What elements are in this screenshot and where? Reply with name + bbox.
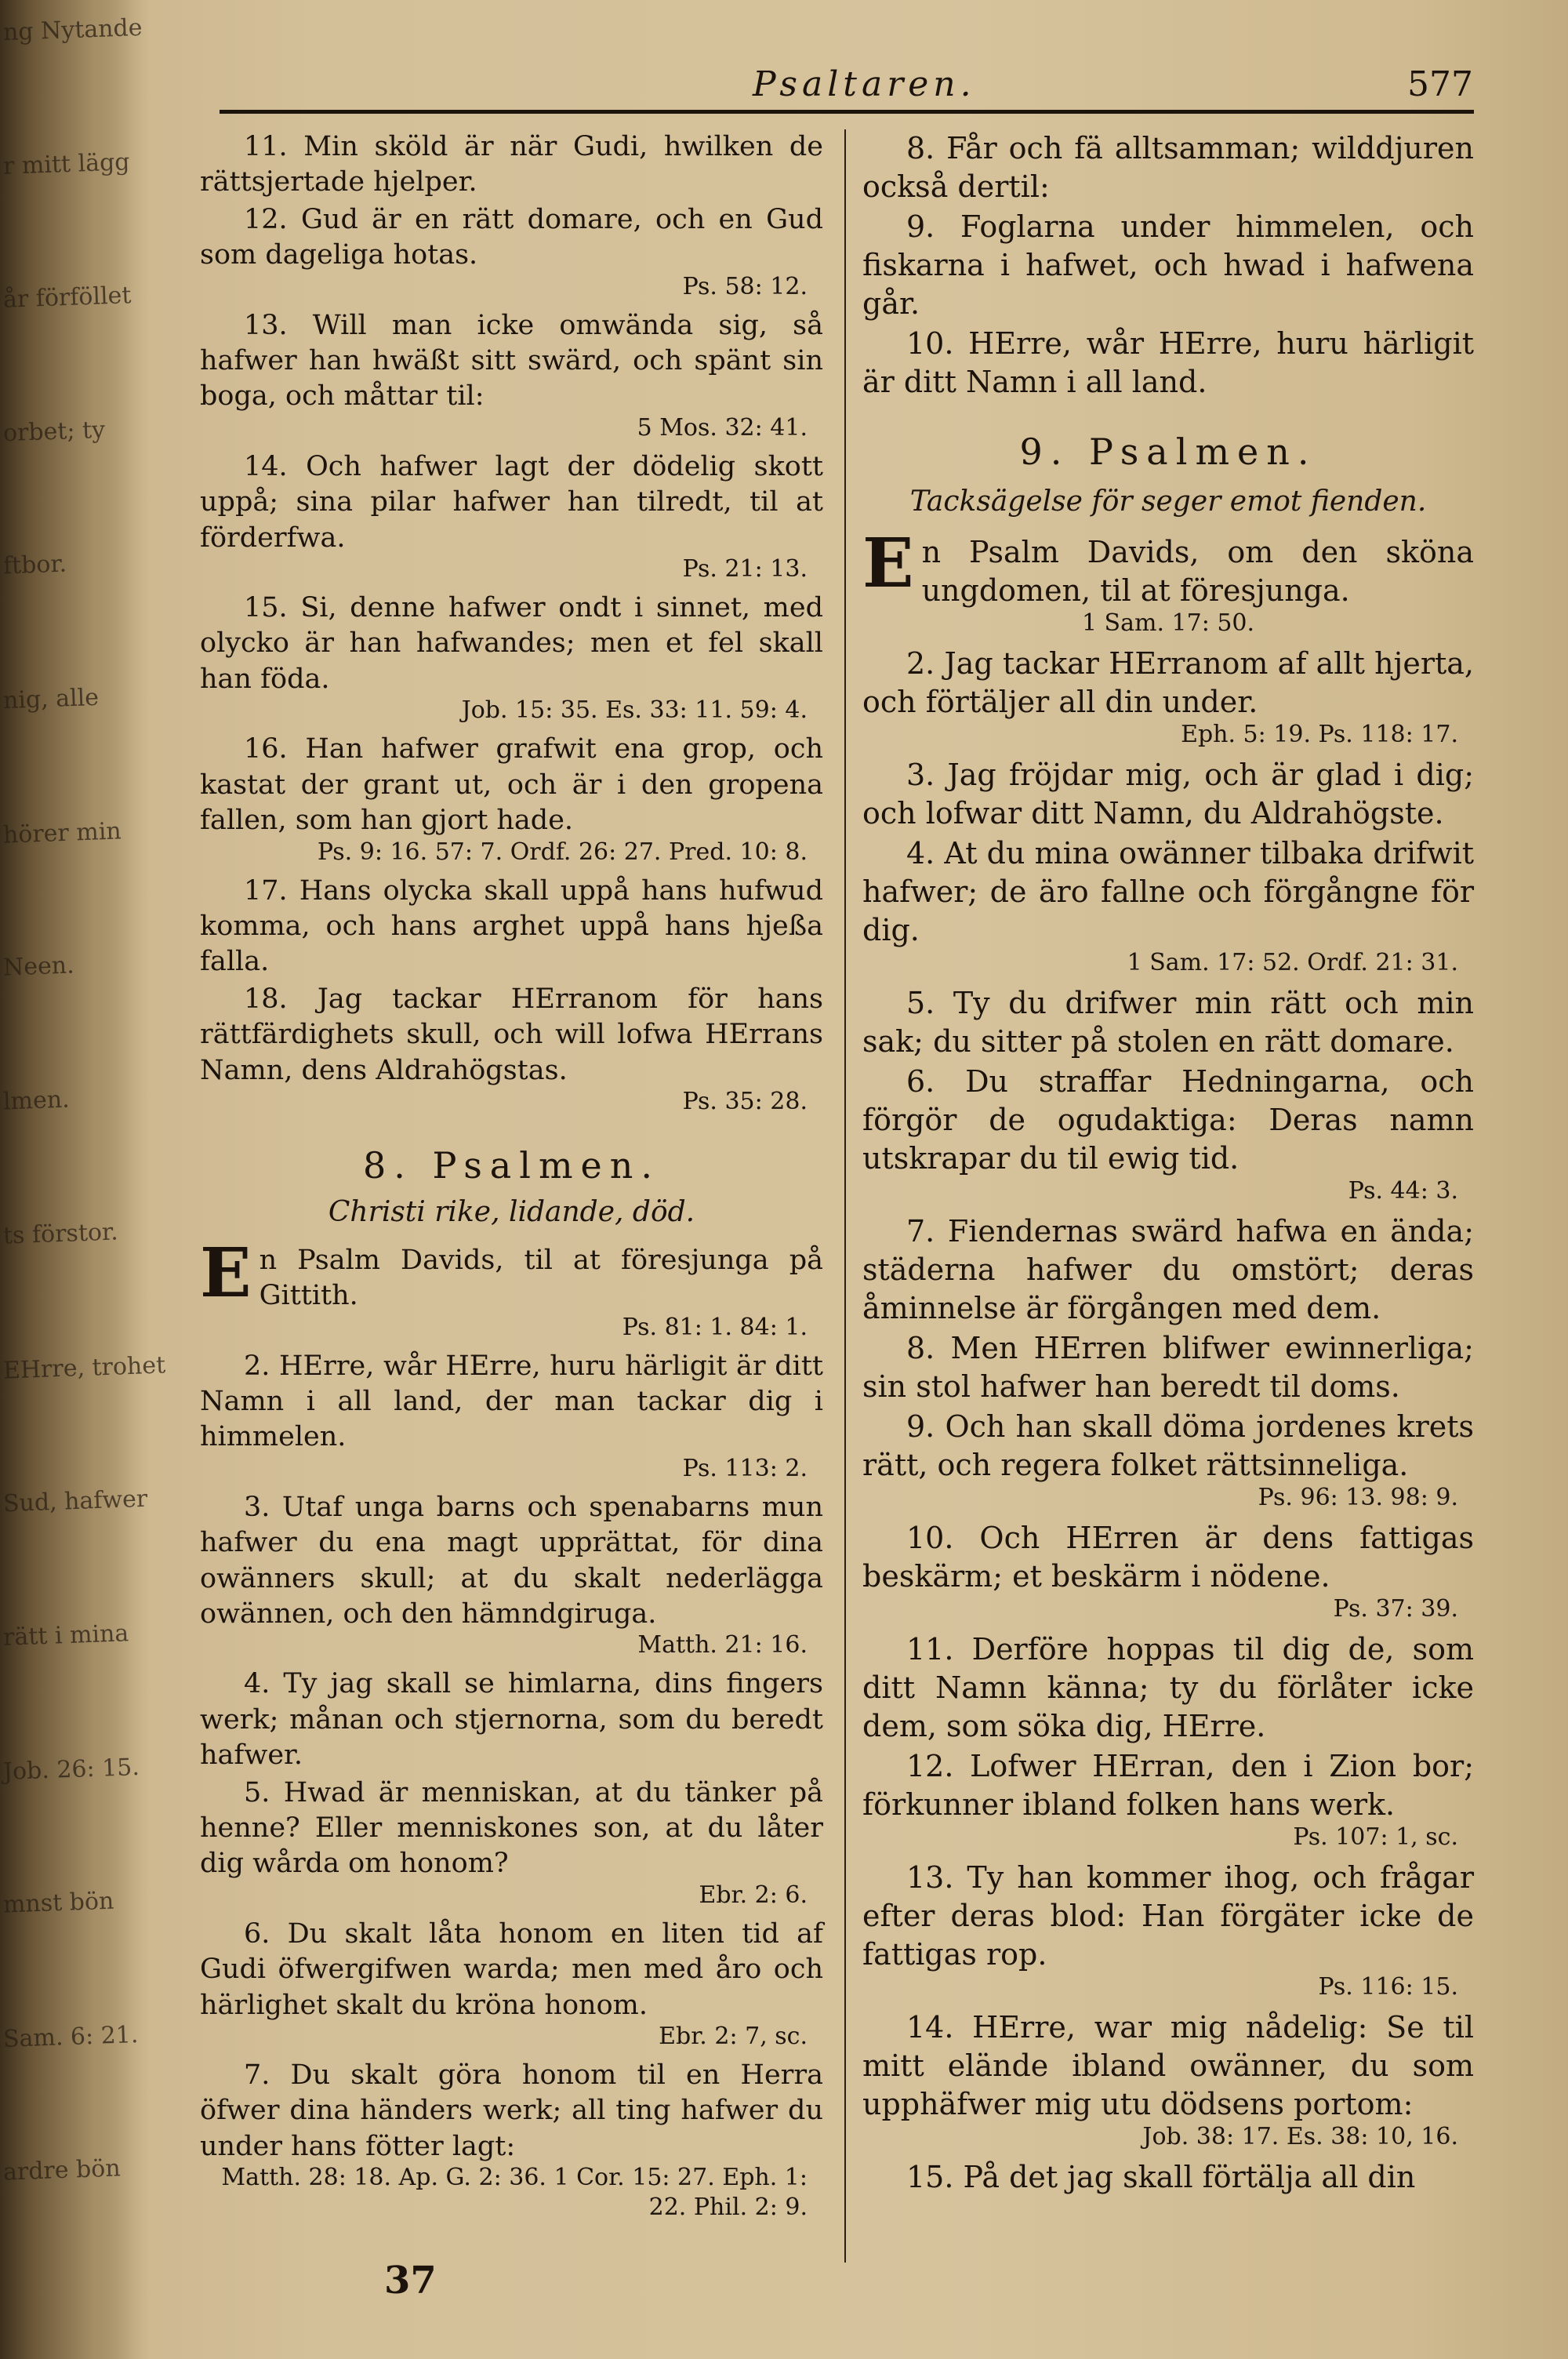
verse-reference: Ps. 37: 39. <box>1333 1595 1458 1623</box>
verse: 16. Han hafwer grafwit ena grop, och kastat der grant ut, och är i den gropena fallen, som han gjort hade. <box>200 733 823 837</box>
edge-text-fragment: rätt i mina <box>2 1619 129 1652</box>
verse-reference: Ebr. 2: 7, sc. <box>659 2023 808 2051</box>
psalm-intro-text: n Psalm Davids, til at föresjunga på Gittith. <box>259 1244 823 1312</box>
verse-reference: 1 Sam. 17: 50. <box>1081 609 1255 637</box>
edge-text-fragment: orbet; ty <box>2 416 106 448</box>
verse: 9. Foglarna under himmelen, och fiskarna i hafwet, och hwad i hafwena går. <box>862 209 1474 321</box>
drop-cap: E <box>862 524 914 603</box>
edge-text-fragment: ftbor. <box>2 550 67 580</box>
verse: 6. Du skalt låta honom en liten tid af Gudi öfwergifwen warda; men med åro och härlighet skalt du kröna honom. <box>200 1917 823 2021</box>
edge-text-fragment: EHrre, trohet <box>2 1351 166 1385</box>
verse: 3. Utaf unga barns och spenabarns mun hafwer du ena magt upprättat, för dina owänners skull; at du skalt nederlägga owännen, och den hämndgiruga. <box>200 1491 823 1630</box>
verse-list <box>862 129 1474 402</box>
verse-list <box>200 129 823 1117</box>
verse: 15. På det jag skall förtälja all din <box>906 2160 1416 2194</box>
verse-reference: Ps. 21: 13. <box>682 555 808 583</box>
verse: 4. At du mina owänner tilbaka drifwit hafwer; de äro fallne och förgångne för dig. <box>862 836 1474 947</box>
edge-text-fragment: år förföllet <box>2 282 132 314</box>
edge-text-fragment: hörer min <box>2 816 122 849</box>
verse: 10. Och HErren är dens fattigas beskärm; et beskärm i nödene. <box>862 1521 1474 1594</box>
adjacent-page-edge <box>0 0 166 2359</box>
verse: 7. Du skalt göra honom til en Herra öfwer dina händers werk; all ting hafwer du under hans fötter lagt: <box>200 2059 823 2162</box>
verse: 13. Ty han kommer ihog, och frågar efter deras blod: Han förgäter icke de fattigas rop. <box>862 1860 1474 1972</box>
edge-text-fragment: Sud, hafwer <box>2 1485 148 1518</box>
verse-reference: Ps. 116: 15. <box>1318 1973 1458 2001</box>
edge-text-fragment: ts förstor. <box>2 1218 119 1250</box>
psalm-intro <box>862 524 1474 610</box>
psalm-subtitle: Christi rike, lidande, död. <box>328 1196 695 1229</box>
page-number: 577 <box>1407 64 1473 104</box>
verse: 15. Si, denne hafwer ondt i sinnet, med olycko är han hafwandes; men et fel skall han föda. <box>200 592 823 695</box>
edge-text-fragment: Sam. 6: 21. <box>2 2020 139 2053</box>
verse: 9. Och han skall döma jordenes krets rätt, och regera folket rättsinneliga. <box>862 1409 1474 1482</box>
edge-text-fragment: nig, alle <box>2 683 100 715</box>
verse: 18. Jag tackar HErranom för hans rättfärdighets skull, och will lofwa HErrans Namn, dens Aldrahögstas. <box>200 983 823 1086</box>
printer-signature: 37 <box>384 2259 437 2303</box>
left-column <box>200 129 823 2229</box>
psalm-heading: 9. Psalmen. <box>1019 431 1317 473</box>
verse-reference: Eph. 5: 19. Ps. 118: 17. <box>1181 721 1458 748</box>
verse: 2. HErre, wår HErre, huru härligit är ditt Namn i all land, der man tackar dig i himmelen. <box>200 1350 823 1453</box>
drop-cap: E <box>200 1233 252 1313</box>
verse-reference: 5 Mos. 32: 41. <box>637 413 808 442</box>
psalm-intro <box>200 1233 823 1314</box>
edge-text-fragment: Job. 26: 15. <box>2 1753 140 1786</box>
verse: 12. Gud är en rätt domare, och en Gud som dageliga hotas. <box>200 203 823 271</box>
psalm-subtitle: Tacksägelse för seger emot fienden. <box>909 485 1427 518</box>
edge-text-fragment: Neen. <box>2 951 75 982</box>
verse-reference: Matth. 21: 16. <box>637 1631 808 1659</box>
column-divider <box>844 129 846 2263</box>
verse: 5. Hwad är menniskan, at du tänker på henne? Eller menniskones son, at du låter dig wårda om honom? <box>200 1776 823 1880</box>
verse-reference: Ps. 9: 16. 57: 7. Ordf. 26: 27. Pred. 10: 8. <box>317 838 808 866</box>
verse: 5. Ty du drifwer min rätt och min sak; du sitter på stolen en rätt domare. <box>862 986 1474 1059</box>
verse-reference: 1 Sam. 17: 52. Ordf. 21: 31. <box>1127 949 1458 976</box>
verse: 4. Ty jag skall se himlarna, dins fingers werk; månan och stjernorna, som du beredt hafwer. <box>200 1668 823 1772</box>
verse-reference: Ebr. 2: 6. <box>699 1881 808 1909</box>
verse-reference: Ps. 107: 1, sc. <box>1293 1823 1458 1851</box>
verse: 10. HErre, wår HErre, huru härligit är ditt Namn i all land. <box>862 326 1474 399</box>
verse: 2. Jag tackar HErranom af allt hjerta, och förtäljer all din under. <box>862 646 1474 719</box>
running-title: Psaltaren. <box>753 64 976 104</box>
verse-list <box>862 645 1474 2197</box>
edge-text-fragment: r mitt lägg <box>2 147 131 180</box>
verse-reference: Job. 38: 17. Es. 38: 10, 16. <box>1142 2123 1458 2150</box>
edge-text-fragment: mnst bön <box>2 1887 114 1919</box>
verse: 8. Men HErren blifwer ewinnerliga; sin stol hafwer han beredt til doms. <box>862 1331 1474 1404</box>
verse-reference: Ps. 44: 3. <box>1348 1177 1458 1205</box>
verse-reference: Matth. 28: 18. Ap. G. 2: 36. 1 Cor. 15: 27. Eph. 1: 22. Phil. 2: 9. <box>221 2164 808 2222</box>
verse: 17. Hans olycka skall uppå hans hufwud komma, och hans arghet uppå hans hjeßa falla. <box>200 874 823 978</box>
verse-reference: Job. 15: 35. Es. 33: 11. 59: 4. <box>461 696 808 725</box>
verse: 14. Och hafwer lagt der dödelig skott uppå; sina pilar hafwer han tilredt, til at förderfwa. <box>200 450 823 554</box>
verse-reference: Ps. 58: 12. <box>682 272 808 300</box>
verse: 13. Will man icke omwända sig, så hafwer han hwäßt sitt swärd, och spänt sin boga, och måttar til: <box>200 309 823 413</box>
verse: 3. Jag fröjdar mig, och är glad i dig; och lofwar ditt Namn, du Aldrahögste. <box>862 758 1474 831</box>
verse: 11. Min sköld är när Gudi, hwilken de rättsjertade hjelper. <box>200 131 823 198</box>
verse: 14. HErre, war mig nådelig: Se til mitt elände ibland owänner, du som upphäfwer mig utu dödsens portom: <box>862 2010 1474 2121</box>
verse-reference: Ps. 96: 13. 98: 9. <box>1258 1484 1458 1511</box>
verse: 7. Fiendernas swärd hafwa en ända; städerna hafwer du omstört; deras åminnelse är förgången med dem. <box>862 1214 1474 1325</box>
verse: 11. Derföre hoppas til dig de, som ditt Namn känna; ty du förlåter icke dem, som söka dig, HErre. <box>862 1632 1474 1743</box>
header-rule <box>220 110 1474 114</box>
verse-list <box>200 1349 823 2223</box>
verse: 12. Lofwer HErran, den i Zion bor; förkunner ibland folken hans werk. <box>862 1749 1474 1822</box>
verse: 6. Du straffar Hedningarna, och förgör de ogudaktiga: Deras namn utskrapar du til ewig tid. <box>862 1064 1474 1176</box>
verse-reference: Ps. 35: 28. <box>682 1087 808 1115</box>
psalm-intro-text: n Psalm Davids, om den sköna ungdomen, til at föresjunga. <box>921 535 1474 608</box>
verse: 8. Får och fä alltsamman; wilddjuren också dertil: <box>862 131 1474 204</box>
right-column <box>862 129 1474 2198</box>
psalm-heading: 8. Psalmen. <box>362 1143 661 1187</box>
edge-text-fragment: lmen. <box>2 1085 71 1116</box>
edge-text-fragment: ng Nytande <box>2 13 143 47</box>
verse-reference: Ps. 113: 2. <box>682 1454 808 1482</box>
edge-text-fragment: ardre bön <box>2 2154 122 2187</box>
verse-reference: Ps. 81: 1. 84: 1. <box>622 1313 808 1341</box>
